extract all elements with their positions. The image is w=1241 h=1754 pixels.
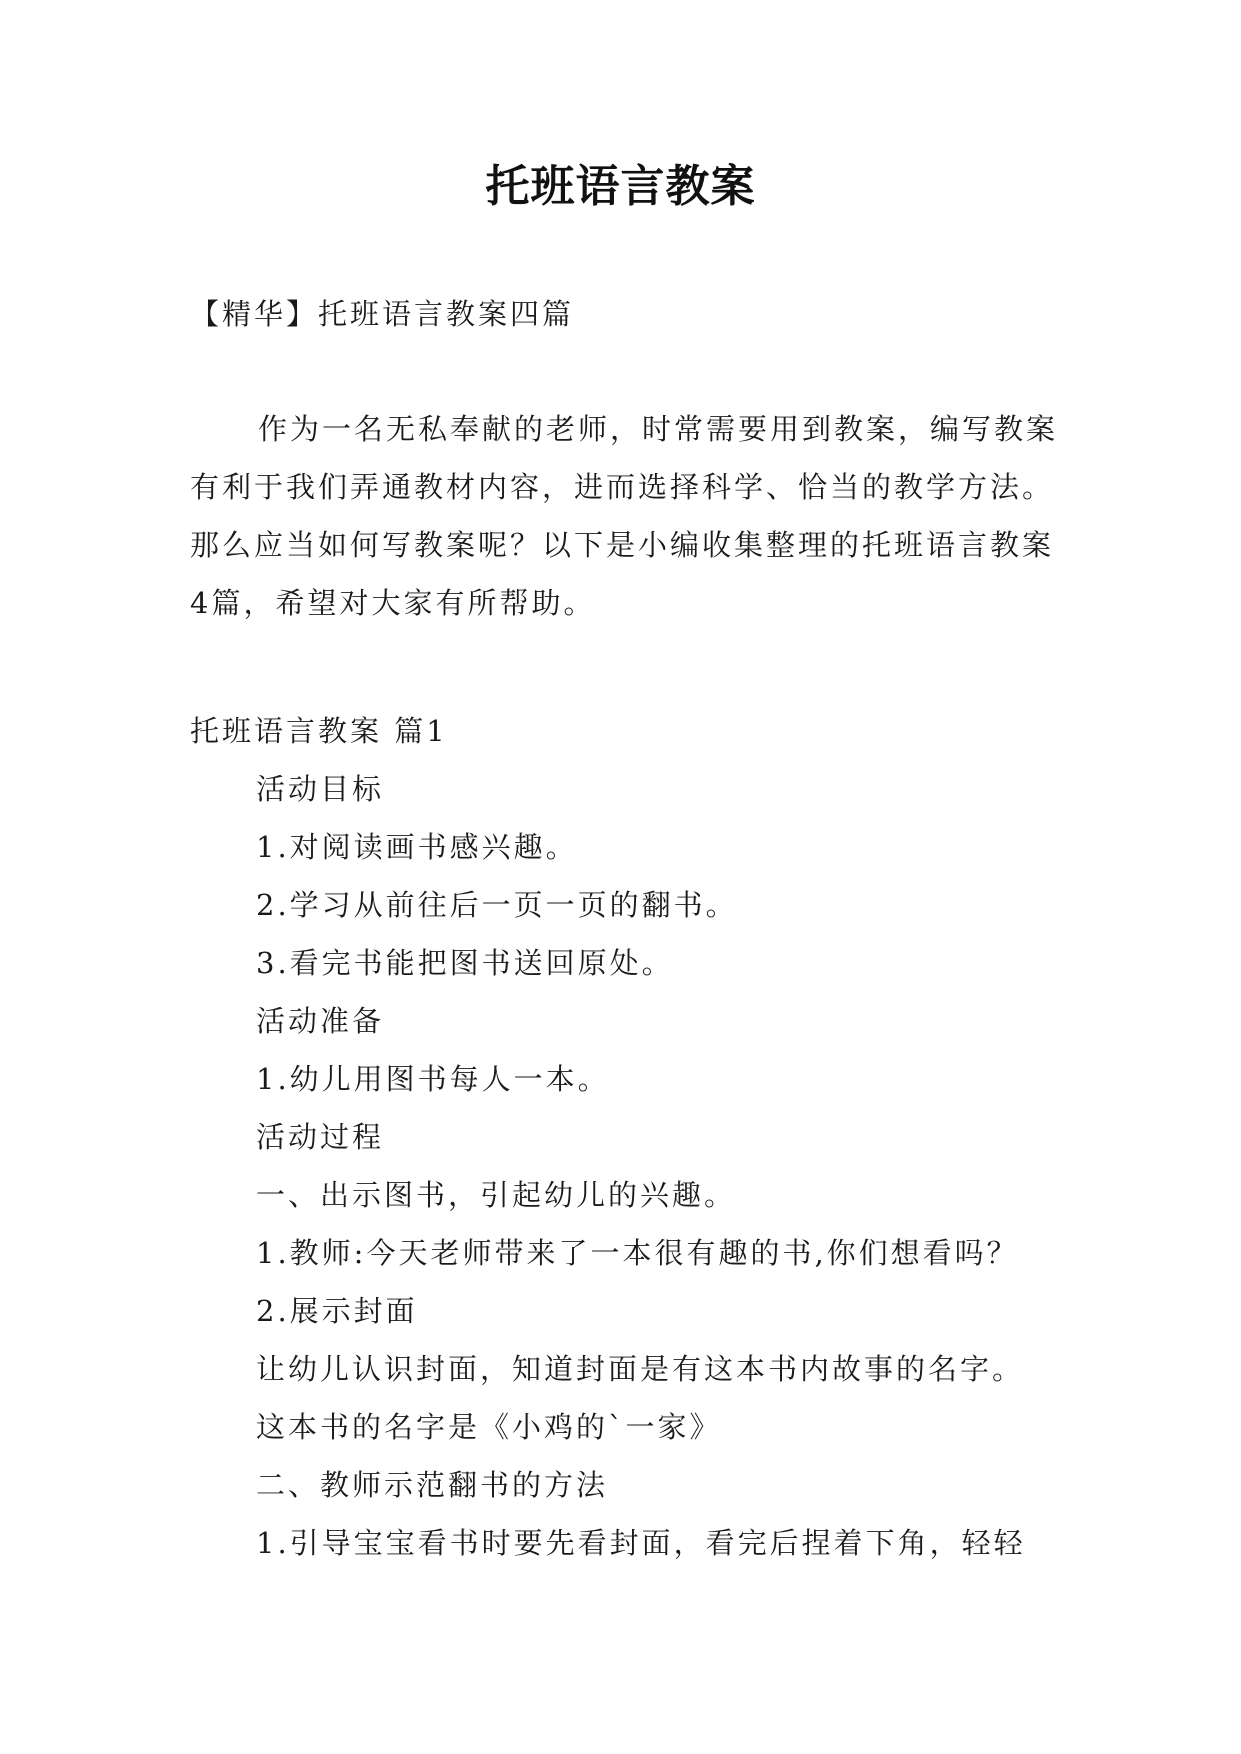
section-line: 一、出示图书，引起幼儿的兴趣。 xyxy=(256,1178,737,1212)
page-title: 托班语言教案 xyxy=(485,161,756,212)
section-heading: 托班语言教案 篇1 xyxy=(190,714,448,748)
section-line: 2.学习从前往后一页一页的翻书。 xyxy=(256,888,738,922)
section-line: 让幼儿认识封面，知道封面是有这本书内故事的名字。 xyxy=(256,1352,1025,1386)
section-line: 1.幼儿用图书每人一本。 xyxy=(256,1062,610,1096)
section-line: 3.看完书能把图书送回原处。 xyxy=(256,946,674,980)
document-subtitle: 【精华】托班语言教案四篇 xyxy=(190,297,575,331)
section-line: 1.引导宝宝看书时要先看封面，看完后捏着下角，轻轻 xyxy=(256,1526,1026,1560)
section-line: 活动准备 xyxy=(256,1004,385,1038)
section-line: 活动目标 xyxy=(256,772,385,806)
section-line: 1.对阅读画书感兴趣。 xyxy=(256,830,578,864)
section-line: 2.展示封面 xyxy=(256,1294,418,1328)
lesson-section xyxy=(190,702,1090,1572)
section-line: 二、教师示范翻书的方法 xyxy=(256,1468,609,1502)
section-line: 1.教师:今天老师带来了一本很有趣的书,你们想看吗？ xyxy=(256,1236,1019,1270)
section-line: 活动过程 xyxy=(256,1120,385,1154)
intro-paragraph: 作为一名无私奉献的老师，时常需要用到教案，编写教案有利于我们弄通教材内容，进而选择科学、恰当的教学方法。那么应当如何写教案呢？以下是小编收集整理的托班语言教案4篇，希望对大家有所帮助。 xyxy=(190,412,1059,620)
section-line: 这本书的名字是《小鸡的`一家》 xyxy=(256,1410,722,1444)
